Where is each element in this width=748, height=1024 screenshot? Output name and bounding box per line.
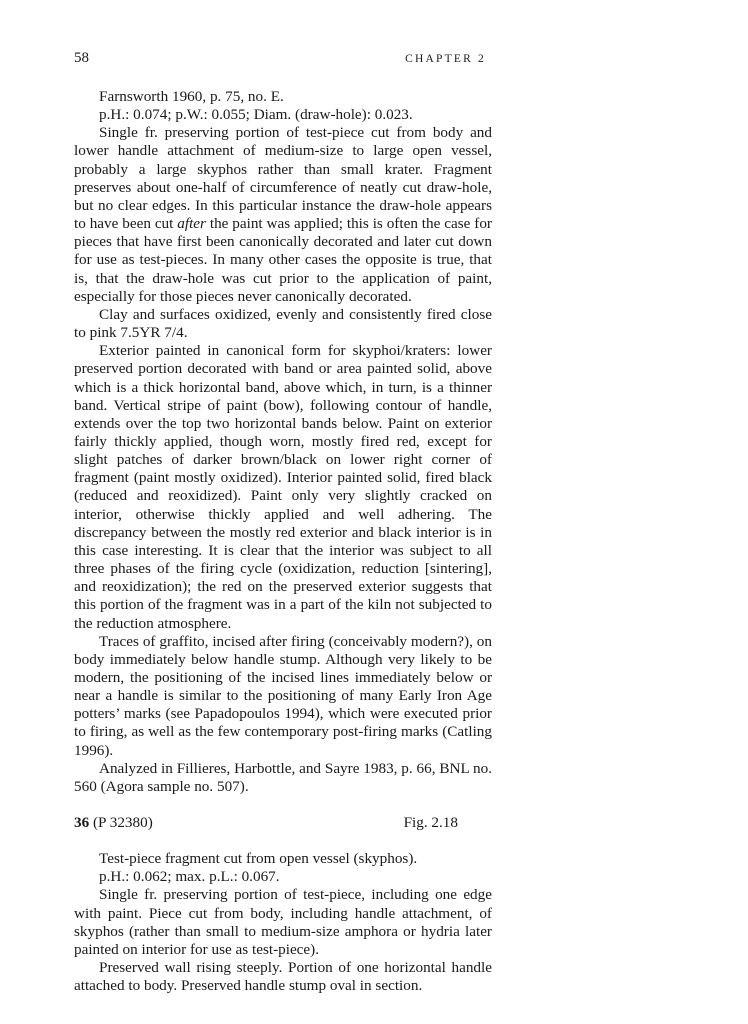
entry-35-paint: Exterior painted in canonical form for skyphoi/kraters: lower preserved portion decorated with band or area painted solid, above which is a thick horizontal band, above which, in turn, is a thinner band. Vertical stripe of paint (bow), following contour of handle, extends over the top two horizontal bands below. Paint on exterior fairly thickly applied, though worn, mostly fired red, except for slight patches of darker brown/black on lower right corner of fragment (paint mostly oxidized). Interior painted solid, fired black (reduced and reoxidized). Paint only very slightly cracked on interior, otherwise thickly applied and well adhering. The discrepancy between the mostly red exterior and black interior is in this case interesting. It is clear that the interior was subject to all three phases of the firing cycle (oxidization, reduction [sintering], and reoxidization); the red on the preserved exterior suggests that this portion of the fragment was in a part of the kiln not subjected to the reduction atmosphere. (74, 342, 492, 632)
running-head: CHAPTER 2 (405, 53, 486, 65)
entry-35-description (74, 124, 492, 306)
entry-36-inventory: (P 32380) (92, 814, 153, 832)
entry-36-summary: Test-piece fragment cut from open vessel (skyphos). (99, 850, 418, 868)
entry-36-wall: Preserved wall rising steeply. Portion of one horizontal handle attached to body. Preserved handle stump oval in section. (74, 959, 492, 995)
body-text (74, 88, 492, 995)
entry-36-description: Single fr. preserving portion of test-piece, including one edge with paint. Piece cut from body, including handle attachment, of skyphos (rather than small to medium-size amphora or hydria later painted on interior for use as test-piece). (74, 886, 492, 958)
entry-35-description-part-a: Single fr. preserving portion of test-piece cut from body and lower handle attachment of medium-size to large open vessel, probably a large skyphos rather than small krater. Fragment preserves about one-half of circumference of neatly cut draw-hole, but no clear edges. In this particular instance the draw-hole appears to have been cut (74, 124, 492, 233)
entry-35-description-emphasis: after (177, 215, 206, 233)
entry-35-bibliography: Farnsworth 1960, p. 75, no. E. (99, 88, 284, 105)
entry-35-graffito: Traces of graffito, incised after firing (conceivably modern?), on body immediately below handle stump. Although very likely to be modern, the positioning of the incised lines immediately below or near a handle is similar to the positioning of many Early Iron Age potters’ marks (see Papadopoulos 1994), which were executed prior to firing, as well as the few contemporary post-firing marks (Catling 1996). (74, 632, 492, 759)
entry-35-clay: Clay and surfaces oxidized, evenly and consistently fired close to pink 7.5YR 7/4. (74, 305, 492, 342)
entry-36-figure-ref: Fig. 2.18 (403, 814, 458, 832)
entry-35-description-part-b: the paint was applied; this is often the case for pieces that have first been canonically decorated and later cut down for use as test-pieces. In many other cases the opposite is true, that is, that the draw-hole was cut prior to the application of paint, especially for those pieces never canonically decorated. (74, 215, 492, 305)
entry-36-number: 36 (74, 814, 90, 832)
page-number: 58 (74, 50, 89, 66)
entry-35-analysis: Analyzed in Fillieres, Harbottle, and Sayre 1983, p. 66, BNL no. 560 (Agora sample no. 507). (74, 759, 492, 795)
entry-36-dimensions: p.H.: 0.062; max. p.L.: 0.067. (99, 868, 280, 886)
entry-36-heading (74, 814, 492, 832)
entry-35-dimensions: p.H.: 0.074; p.W.: 0.055; Diam. (draw-hole): 0.023. (99, 106, 413, 124)
